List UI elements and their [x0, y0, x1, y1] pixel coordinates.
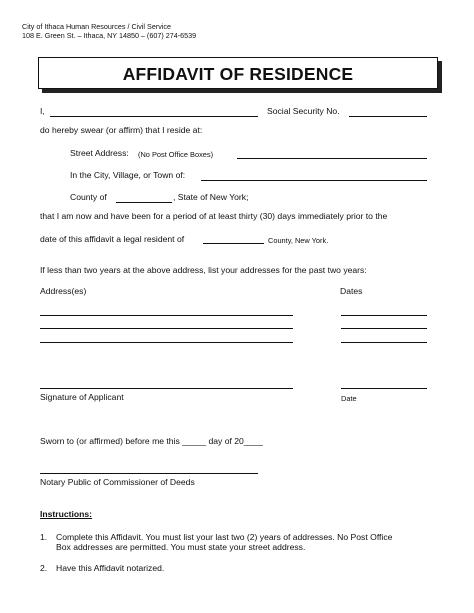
address-line-3[interactable]	[40, 342, 293, 343]
signature-date-field[interactable]	[341, 388, 427, 389]
instruction-2-number: 2.	[40, 563, 48, 573]
date-text: date of this affidavit a legal resident of	[40, 234, 185, 244]
swear-text: do hereby swear (or affirm) that I reside at:	[40, 125, 203, 135]
signature-date-label: Date	[341, 394, 357, 403]
signature-field[interactable]	[40, 388, 293, 389]
notary-label: Notary Public of Commissioner of Deeds	[40, 477, 195, 487]
ssn-field[interactable]	[349, 116, 427, 117]
instruction-1-number: 1.	[40, 532, 48, 542]
addresses-label: Address(es)	[40, 286, 87, 296]
resident-county-field[interactable]	[203, 243, 264, 244]
sworn-text: Sworn to (or affirmed) before me this _____ day of 20____	[40, 436, 263, 446]
i-label: I,	[40, 106, 45, 116]
street-label: Street Address:	[70, 148, 129, 158]
dates-label: Dates	[340, 286, 363, 296]
county-field[interactable]	[116, 202, 172, 203]
city-field[interactable]	[201, 180, 427, 181]
notary-signature-field[interactable]	[40, 473, 258, 474]
instructions-heading: Instructions:	[40, 509, 93, 519]
instruction-1-line-2: Box addresses are permitted. You must state your street address.	[56, 542, 306, 552]
date-line-1[interactable]	[341, 315, 427, 316]
two-years-text: If less than two years at the above address, list your addresses for the past two years:	[40, 265, 367, 275]
date-line-3[interactable]	[341, 342, 427, 343]
street-note: (No Post Office Boxes)	[138, 150, 214, 159]
agency-address: 108 E. Green St. – Ithaca, NY 14850 – (607) 274-6539	[22, 31, 197, 40]
city-label: In the City, Village, or Town of:	[70, 170, 186, 180]
address-line-1[interactable]	[40, 315, 293, 316]
county-label: County of	[70, 192, 107, 202]
ssn-label: Social Security No.	[267, 106, 340, 116]
county-ny-text: County, New York.	[268, 236, 329, 245]
date-line-2[interactable]	[341, 328, 427, 329]
address-line-2[interactable]	[40, 328, 293, 329]
signature-label: Signature of Applicant	[40, 392, 124, 402]
instruction-2-text: Have this Affidavit notarized.	[56, 563, 165, 573]
page-title: AFFIDAVIT OF RESIDENCE	[122, 64, 354, 84]
street-field[interactable]	[237, 158, 427, 159]
name-field[interactable]	[50, 116, 258, 117]
title-box	[38, 57, 438, 89]
state-text: , State of New York;	[173, 192, 249, 202]
period-text: that I am now and have been for a period of at least thirty (30) days immediately prior to the	[40, 211, 388, 221]
agency-name: City of Ithaca Human Resources / Civil Service	[22, 22, 171, 31]
instruction-1-line-1: Complete this Affidavit. You must list your last two (2) years of addresses. No Post Office	[56, 532, 393, 542]
